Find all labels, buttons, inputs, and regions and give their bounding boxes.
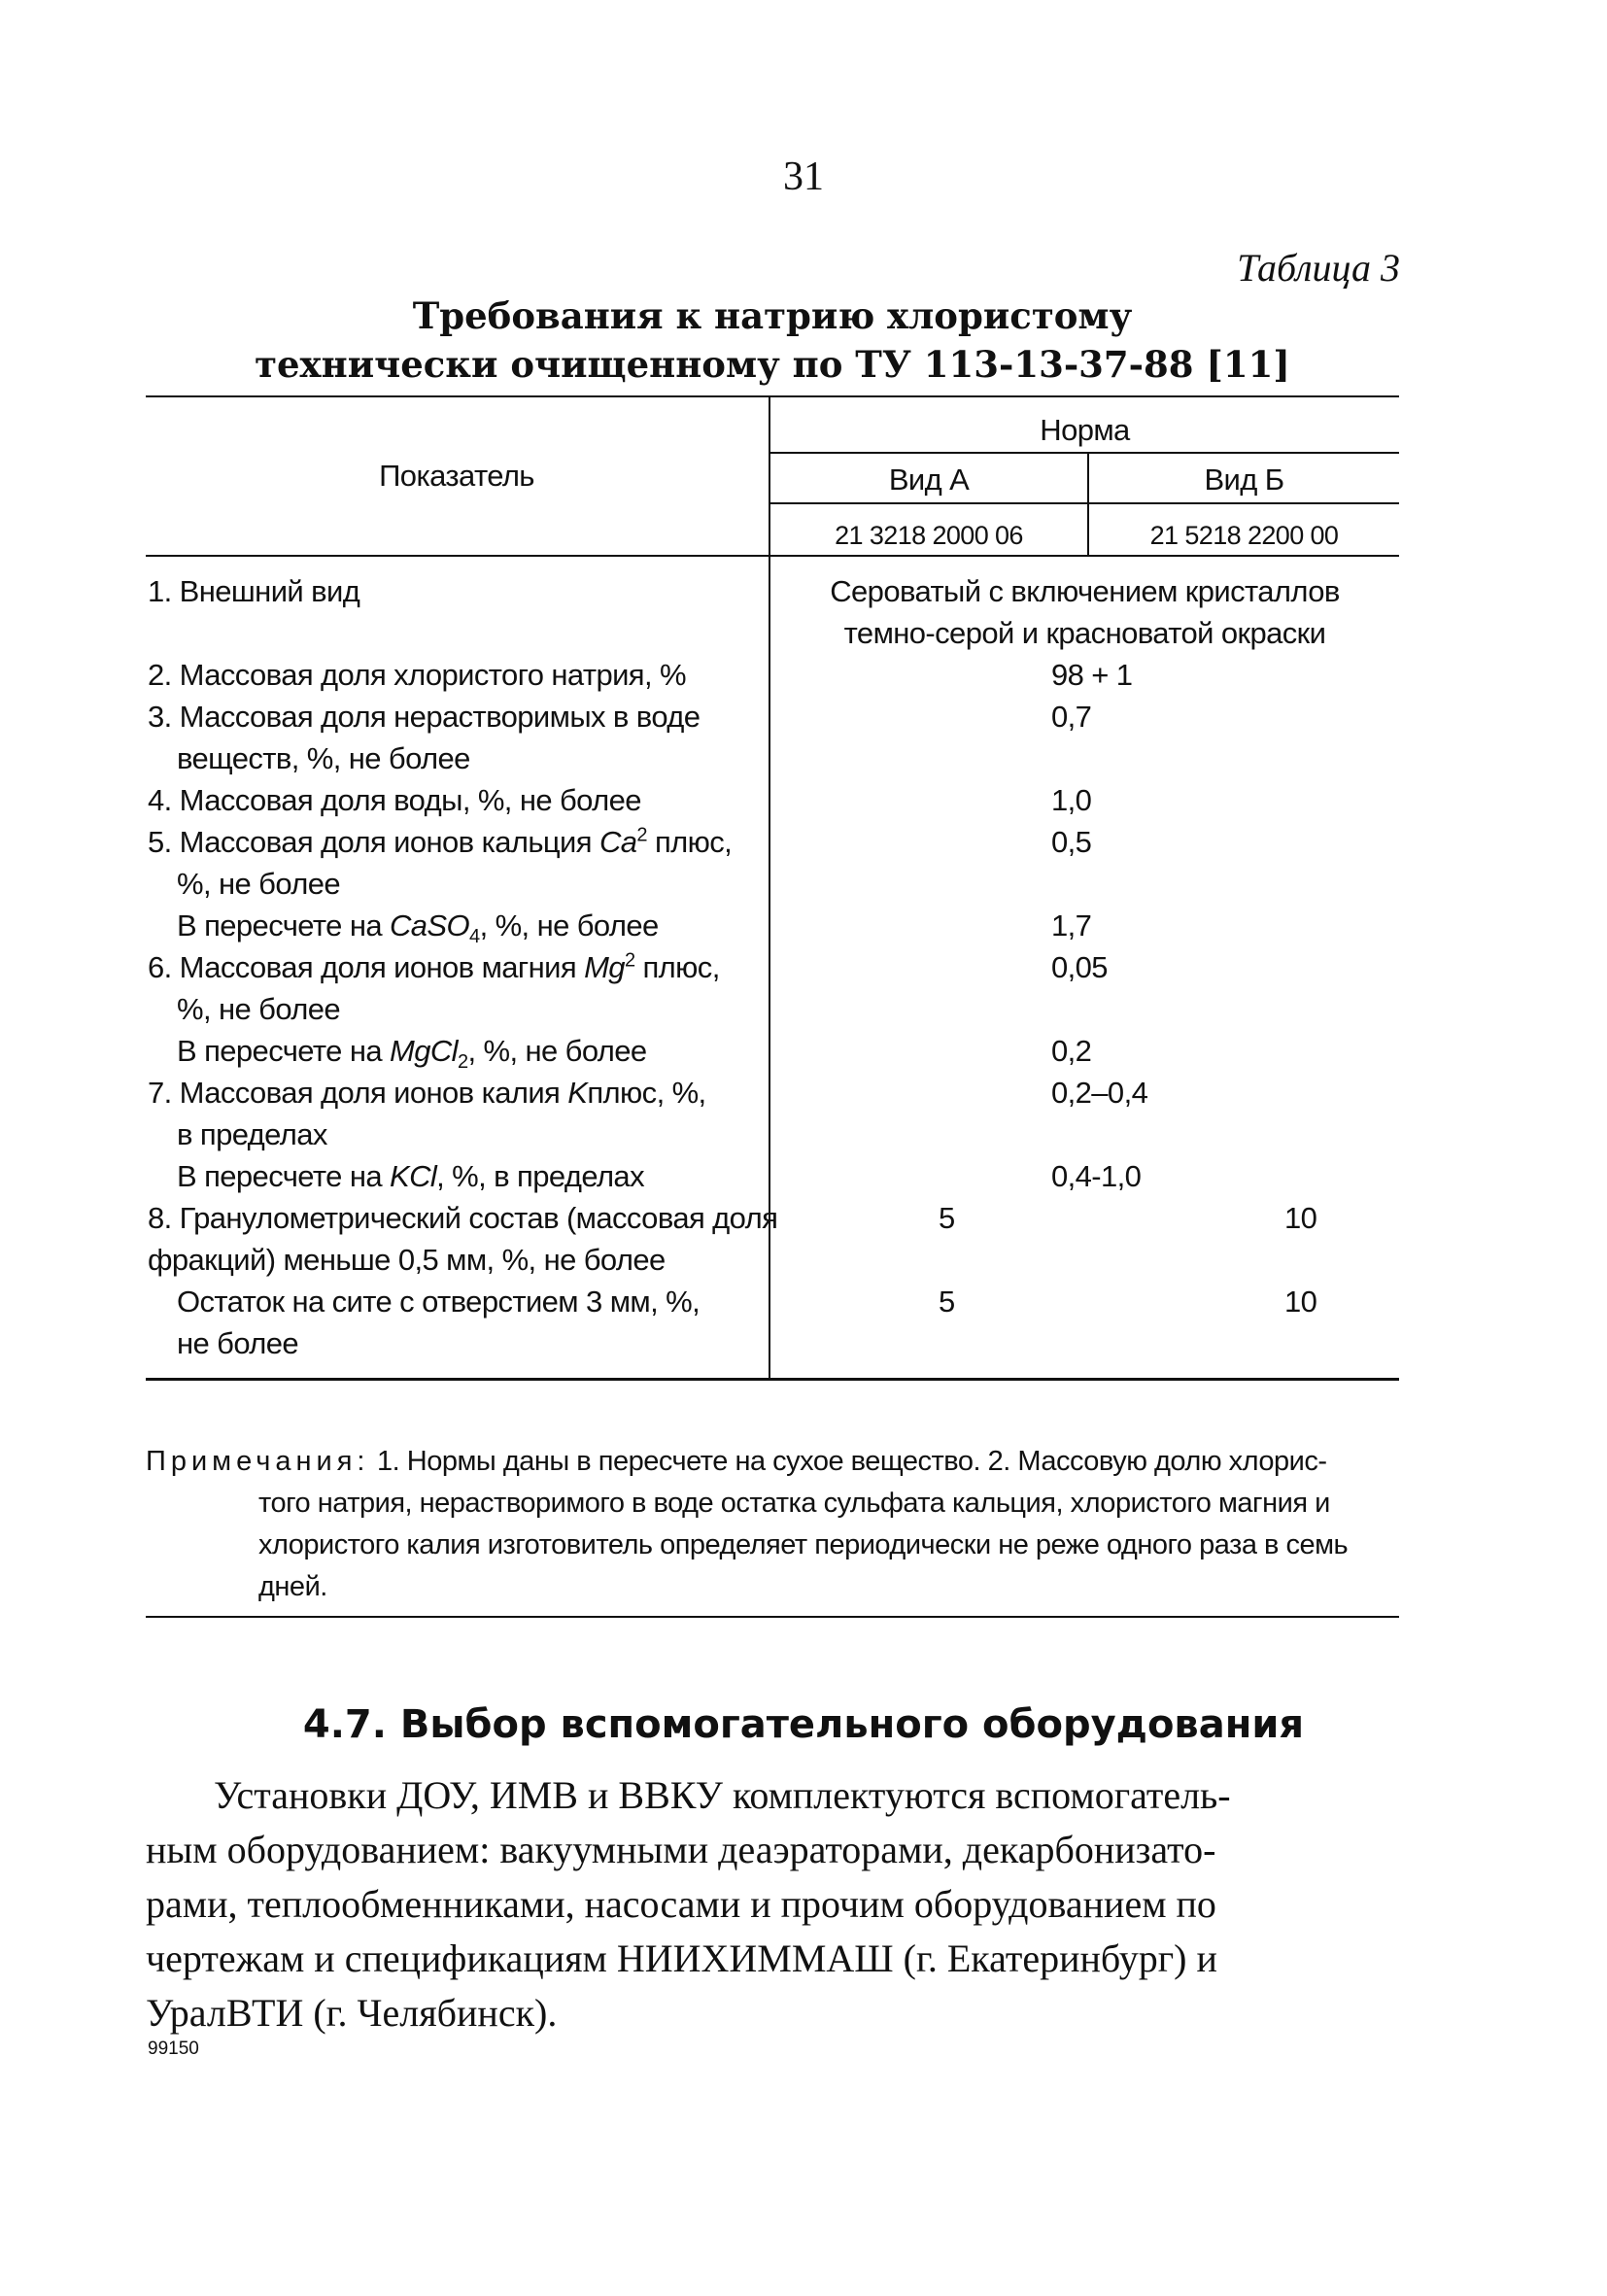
table-label: Таблица 3 [1237,246,1400,290]
table-row-3-label-line-1: 3. Массовая доля нерастворимых в воде [148,700,701,734]
table-row-8a-label-line-1: Остаток на сите с отверстием 3 мм, %, [177,1285,701,1319]
row-7a-suffix: , %, в пределах [436,1159,644,1193]
table-row-8-value-b: 10 [1284,1201,1317,1235]
table-row-6-label-line-2: %, не более [177,992,341,1026]
table-row-6-value: 0,05 [1051,950,1108,984]
table-row-6-label-line-1 [148,946,720,988]
notes-line-3: хлористого калия изготовитель определяет периодически не реже одного раза в семь [258,1529,1349,1560]
row-6a-text: В пересчете на [177,1034,390,1068]
potassium-ion: K [567,1076,588,1110]
table-top-rule [146,395,1399,397]
table-row-2-label: 2. Массовая доля хлористого натрия, % [148,658,686,692]
table-row-5a-label [148,905,659,946]
table-row-7a-label [148,1155,644,1197]
table-title [146,291,1399,389]
table-row-7a-value: 0,4-1,0 [1051,1159,1142,1193]
table-row-8a-label-line-2: не более [177,1326,299,1360]
row-7a-text: В пересчете на [177,1159,390,1193]
calcium-sulfate: CaSO [390,908,470,942]
table-row-5-value: 0,5 [1051,825,1092,859]
table-row-5a-value: 1,7 [1051,908,1092,942]
section-body [146,1768,1399,2040]
header-code-a: 21 3218 2000 06 [835,521,1023,550]
table-row-8-value-a: 5 [939,1201,955,1235]
table-notes [146,1441,1399,1608]
table-row-8a-value-a: 5 [939,1285,955,1319]
header-type-a: Вид А [888,463,970,497]
notes-bottom-rule [146,1616,1399,1618]
table-title-line-2: технически очищенному по ТУ 113-13-37-88 [11] [255,343,1290,386]
header-norm: Норма [1040,413,1130,447]
table-row-1-value-line-1: Сероватый с включением кристаллов [830,574,1340,608]
table-row-5-label-line-2: %, не более [177,867,341,901]
body-line-3: рами, теплообменниками, насосами и прочим оборудованием по [146,1882,1216,1926]
table-row-8a-value-b: 10 [1284,1285,1317,1319]
table-row-3-label-line-2: веществ, %, не более [177,741,470,775]
notes-line-2: того натрия, нерастворимого в воде остатка сульфата кальция, хлористого магния и [258,1488,1330,1519]
calcium-charge: 2 [636,824,647,846]
row-5a-suffix: , %, не более [479,908,659,942]
table-row-2-value: 98 + 1 [1051,658,1133,692]
row-6a-suffix: , %, не более [467,1034,647,1068]
section-heading: 4.7. Выбор вспомогательного оборудования [302,1702,1305,1747]
header-type-b: Вид Б [1204,463,1284,497]
notes-label: Примечания: [146,1446,370,1477]
table-row-8-label-line-1: 8. Гранулометрический состав (массовая доля [148,1201,778,1235]
magnesium-chloride-index: 2 [457,1051,468,1074]
notes-line-1 [146,1441,1399,1483]
body-line-4: чертежам и спецификациям НИИХИММАШ (г. Екатеринбург) и [146,1936,1217,1980]
table-row-6a-value: 0,2 [1051,1034,1092,1068]
potassium-chloride: KCl [390,1159,437,1193]
table-row-7-label-line-2: в пределах [177,1117,327,1151]
magnesium-ion: Mg [584,950,625,984]
header-code-b: 21 5218 2200 00 [1149,521,1339,550]
header-indicator: Показатель [379,459,534,493]
footer-code: 99150 [148,2039,199,2059]
table-row-6a-label [148,1030,647,1072]
magnesium-chloride: MgCl [390,1034,458,1068]
notes-line-4: дней. [258,1571,327,1602]
norm-rule [769,452,1399,454]
table-title-line-1: Требования к натрию хлористому [412,294,1133,337]
magnesium-charge: 2 [624,949,635,972]
body-line-1: Установки ДОУ, ИМВ и ВВКУ комплектуются вспомогатель- [214,1773,1231,1817]
calcium-ion: Ca [598,825,637,859]
page-number: 31 [783,154,824,199]
table-row-3-value: 0,7 [1051,700,1092,734]
row-5a-text: В пересчете на [177,908,390,942]
body-line-2: ным оборудованием: вакуумными деаэраторами, декарбонизато- [146,1828,1216,1871]
calcium-sulfate-index: 4 [469,926,480,948]
table-row-4-label: 4. Массовая доля воды, %, не более [148,783,641,817]
table-row-1-label: 1. Внешний вид [148,574,360,608]
row-7-text: 7. Массовая доля ионов калия [148,1076,568,1110]
table-row-4-value: 1,0 [1051,783,1092,817]
table-bottom-rule [146,1378,1399,1381]
table-row-1-value-line-2: темно-серой и красноватой окраски [843,616,1326,650]
table-row-7-value: 0,2–0,4 [1051,1076,1148,1110]
table-row-5-label-line-1 [148,821,732,863]
subheader-rule [769,502,1399,504]
table-row-8-label-line-2: фракций) меньше 0,5 мм, %, не более [148,1243,666,1277]
row-7-suffix: плюс, %, [587,1076,706,1110]
row-6-suffix: плюс, [634,950,720,984]
row-6-text: 6. Массовая доля ионов магния [148,950,585,984]
notes-line-1-text: 1. Нормы даны в пересчете на сухое вещество. 2. Массовую долю хлорис- [369,1446,1327,1477]
row-5-suffix: плюс, [646,825,733,859]
table-row-7-label-line-1 [148,1072,706,1114]
body-line-5: УралВТИ (г. Челябинск). [146,1991,558,2035]
row-5-text: 5. Массовая доля ионов кальция [148,825,599,859]
